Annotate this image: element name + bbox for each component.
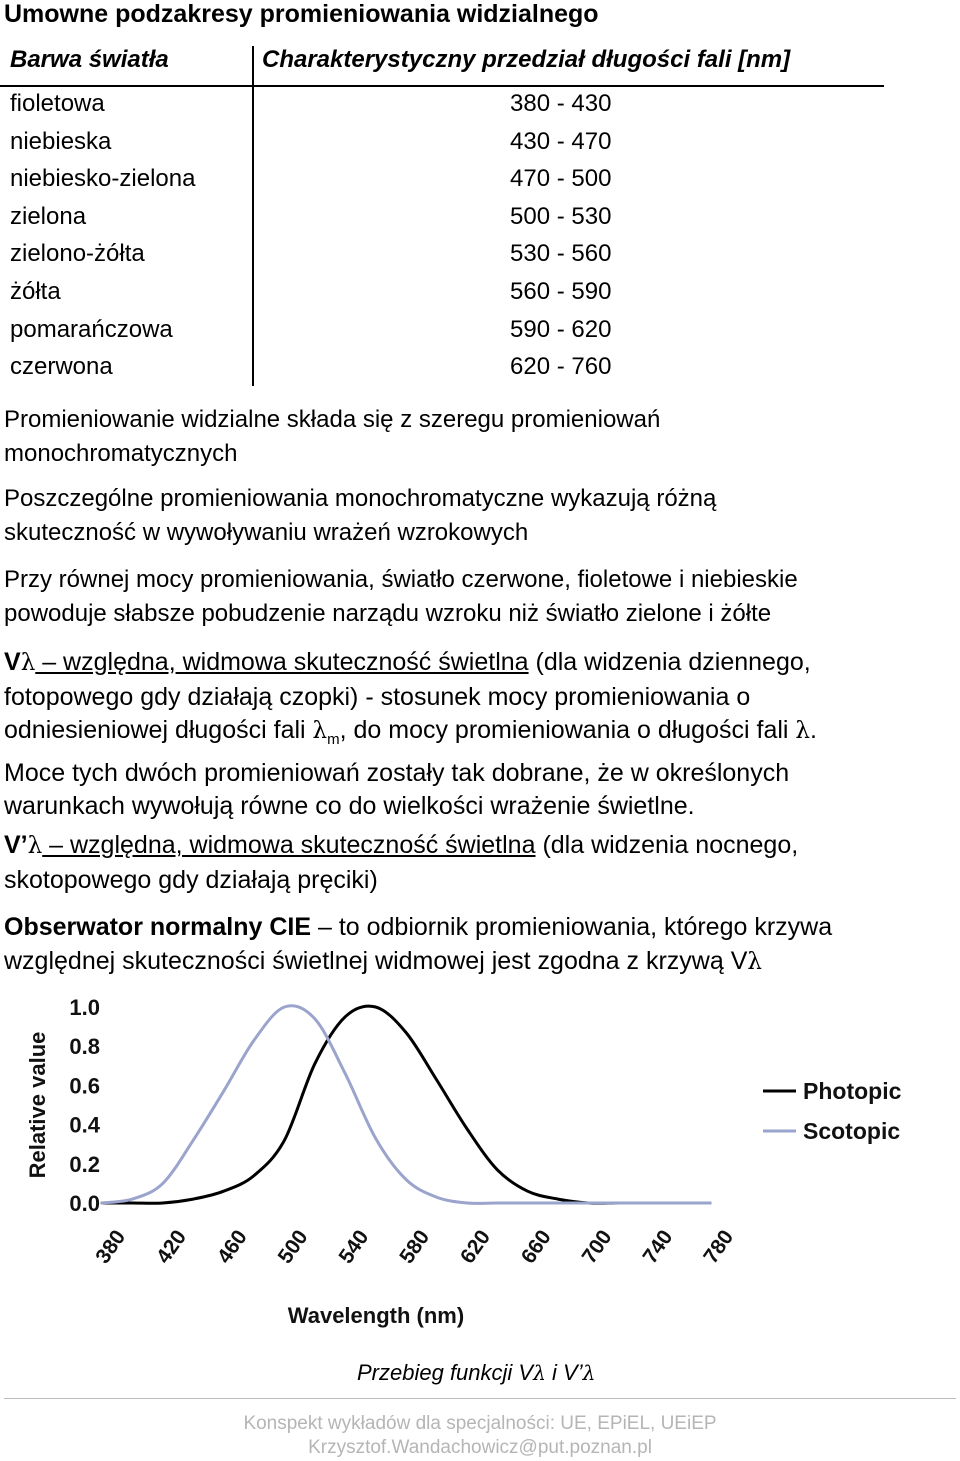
row-wavelength-range: 470 - 500 bbox=[510, 165, 612, 193]
table-row bbox=[0, 236, 884, 274]
x-axis-label: Wavelength (nm) bbox=[287, 1303, 465, 1328]
y-tick-label: 0.8 bbox=[69, 1034, 100, 1060]
row-color-name: niebieska bbox=[10, 127, 112, 155]
text-span: odniesieniowej długości fali bbox=[4, 716, 313, 744]
lambda-symbol: λ bbox=[312, 718, 328, 744]
text-line: warunkach wywołują równe co do wielkości wrażenie świetlne. bbox=[4, 792, 695, 820]
y-axis-label: Relative value bbox=[25, 1031, 50, 1179]
text-line: powoduje słabsze pobudzenie narządu wzroku niż światło zielone i żółte bbox=[4, 600, 772, 627]
x-tick-label: 580 bbox=[395, 1225, 435, 1268]
text-span: i V’ bbox=[545, 1360, 583, 1385]
table-row bbox=[0, 349, 884, 387]
footer-course: Konspekt wykładów dla specjalności: UE, EPiEL, UEiEP bbox=[243, 1413, 717, 1434]
x-tick-label: 740 bbox=[638, 1225, 678, 1268]
row-color-name: fioletowa bbox=[10, 90, 105, 117]
row-color-name: zielona bbox=[10, 202, 87, 230]
cie-observer-term: Obserwator normalny CIE bbox=[4, 913, 312, 941]
row-wavelength-range: 500 - 530 bbox=[510, 202, 612, 230]
y-tick-label: 0.0 bbox=[69, 1191, 100, 1216]
row-wavelength-range: 620 - 760 bbox=[510, 353, 612, 381]
legend-label-scotopic: Scotopic bbox=[803, 1118, 901, 1144]
table-row bbox=[0, 86, 884, 124]
definition-term: – względna, widmowa skuteczność świetlna bbox=[42, 831, 536, 859]
x-tick-label: 500 bbox=[273, 1225, 313, 1268]
row-color-name: czerwona bbox=[10, 353, 113, 381]
y-tick-label: 0.6 bbox=[69, 1073, 100, 1099]
row-color-name: pomarańczowa bbox=[10, 315, 173, 343]
x-tick-label: 460 bbox=[212, 1225, 252, 1268]
x-tick-label: 620 bbox=[456, 1225, 495, 1268]
chart-caption bbox=[357, 1360, 595, 1386]
subscript-m: m bbox=[327, 731, 340, 748]
x-tick-label: 380 bbox=[91, 1225, 131, 1268]
text-line: Przy równej mocy promieniowania, światło czerwone, fioletowe i niebieskie bbox=[4, 566, 798, 593]
series-line-scotopic bbox=[102, 1006, 710, 1204]
table-row bbox=[0, 161, 884, 199]
legend-label-photopic: Photopic bbox=[803, 1078, 902, 1104]
table-row bbox=[0, 124, 884, 162]
definition-term: – względna, widmowa skuteczność świetlna bbox=[35, 648, 529, 676]
text-line: fotopowego gdy działają czopki) - stosunek mocy promieniowania o bbox=[4, 682, 751, 711]
x-tick-label: 700 bbox=[577, 1225, 617, 1268]
footer-email: Krzysztof.Wandachowicz@put.poznan.pl bbox=[308, 1437, 652, 1458]
text-span: (dla widzenia nocnego, bbox=[535, 831, 799, 859]
lambda-symbol: λ bbox=[20, 650, 36, 676]
paragraph-equal-power bbox=[4, 563, 954, 631]
y-tick-label: 0.2 bbox=[69, 1151, 100, 1177]
lambda-symbol: λ bbox=[747, 948, 762, 975]
text-line: Moce tych dwóch promieniowań zostały tak dobrane, że w określonych bbox=[4, 758, 790, 787]
row-wavelength-range: 530 - 560 bbox=[510, 240, 612, 268]
paragraph-visible-radiation bbox=[4, 403, 954, 471]
lambda-symbol: λ bbox=[533, 1361, 546, 1385]
lambda-symbol: λ bbox=[582, 1361, 596, 1385]
table-header-range: Charakterystyczny przedział długości fali [nm] bbox=[262, 46, 791, 73]
text-line: monochromatycznych bbox=[4, 440, 238, 467]
paragraph-photopic-definition bbox=[4, 646, 954, 824]
text-span: – to odbiornik promieniowania, którego krzywa bbox=[311, 913, 833, 941]
x-tick-label: 540 bbox=[334, 1225, 374, 1268]
lambda-symbol: λ bbox=[27, 833, 43, 859]
y-tick-label: 1.0 bbox=[69, 995, 100, 1020]
table-header-color: Barwa światła bbox=[10, 46, 169, 73]
page-title: Umowne podzakresy promieniowania widzialnego bbox=[4, 0, 599, 28]
text-span: , do mocy promieniowania o długości fali bbox=[339, 716, 796, 744]
row-wavelength-range: 430 - 470 bbox=[510, 127, 612, 155]
x-tick-label: 660 bbox=[516, 1225, 556, 1268]
x-tick-label: 780 bbox=[699, 1225, 739, 1268]
text-span: względnej skuteczności świetlnej widmowej jest zgodna z krzywą V bbox=[4, 946, 748, 975]
symbol-v-prime: V’ bbox=[4, 831, 28, 859]
text-line: Promieniowanie widzialne składa się z szeregu promieniowań bbox=[4, 406, 661, 433]
row-wavelength-range: 380 - 430 bbox=[510, 90, 612, 117]
row-wavelength-range: 560 - 590 bbox=[510, 277, 612, 305]
y-tick-label: 0.4 bbox=[69, 1112, 100, 1138]
text-line: Poszczególne promieniowania monochromatyczne wykazują różną bbox=[4, 485, 717, 512]
symbol-v: V bbox=[4, 648, 21, 676]
table-row bbox=[0, 312, 884, 350]
luminous-efficiency-chart bbox=[0, 985, 960, 1355]
table-row bbox=[0, 274, 884, 312]
series-line-photopic bbox=[102, 1006, 710, 1203]
table-body bbox=[0, 86, 884, 387]
text-line: skotopowego gdy działają pręciki) bbox=[4, 865, 378, 894]
row-color-name: niebiesko-zielona bbox=[10, 165, 196, 193]
paragraph-scotopic-definition bbox=[4, 829, 954, 897]
text-span: (dla widzenia dziennego, bbox=[528, 648, 811, 676]
lambda-symbol: λ bbox=[795, 718, 810, 744]
row-color-name: żółta bbox=[10, 277, 61, 305]
row-wavelength-range: 590 - 620 bbox=[510, 315, 612, 343]
table-row bbox=[0, 199, 884, 237]
paragraph-monochromatic-efficiency bbox=[4, 482, 954, 550]
paragraph-cie-observer bbox=[4, 911, 954, 979]
text-line: skuteczność w wywoływaniu wrażeń wzrokowych bbox=[4, 519, 529, 546]
text-span: . bbox=[809, 716, 817, 744]
text-span: Przebieg funkcji V bbox=[357, 1360, 534, 1385]
footer-divider bbox=[4, 1398, 956, 1399]
x-tick-label: 420 bbox=[152, 1225, 191, 1268]
row-color-name: zielono-żółta bbox=[10, 240, 145, 268]
